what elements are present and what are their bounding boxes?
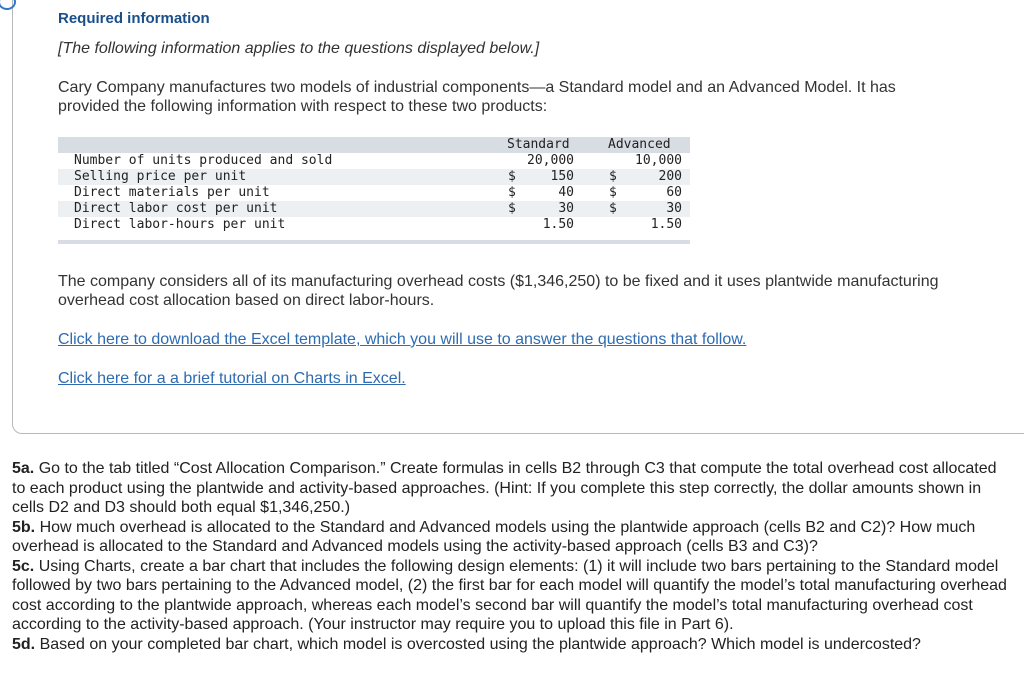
question-tag: 5b. bbox=[12, 518, 36, 536]
row-label: Direct materials per unit bbox=[74, 185, 270, 200]
advanced-value: 30 bbox=[666, 201, 682, 216]
standard-dollar-sign: $ bbox=[508, 201, 516, 216]
excel-template-link[interactable]: Click here to download the Excel template, which you will use to answer the questions that follow. bbox=[58, 331, 747, 348]
table-row bbox=[58, 153, 690, 169]
overhead-paragraph: The company considers all of its manufacturing overhead costs ($1,346,250) to be fixed and it uses plantwide manufacturing overhead cost allocation based on direct labor-hours. bbox=[58, 273, 939, 309]
questions-block bbox=[12, 459, 1012, 654]
row-label: Selling price per unit bbox=[74, 169, 247, 184]
charts-tutorial-link[interactable]: Click here for a a brief tutorial on Charts in Excel. bbox=[58, 370, 406, 387]
question-text: Based on your completed bar chart, which model is overcosted using the plantwide approach? Which model is undercosted? bbox=[35, 635, 921, 653]
row-label: Direct labor cost per unit bbox=[74, 201, 278, 216]
row-label: Direct labor-hours per unit bbox=[74, 217, 286, 232]
table-header-bar bbox=[58, 137, 690, 153]
table-bottom-rule bbox=[58, 240, 690, 244]
question-tag: 5d. bbox=[12, 635, 36, 653]
standard-value: 30 bbox=[558, 201, 574, 216]
question-5a bbox=[12, 459, 1012, 518]
column-header-standard: Standard bbox=[507, 137, 570, 152]
question-5b bbox=[12, 518, 1012, 557]
standard-dollar-sign: $ bbox=[508, 185, 516, 200]
advanced-value: 60 bbox=[666, 185, 682, 200]
question-tag: 5a. bbox=[12, 460, 35, 477]
applies-note: [The following information applies to the questions displayed below.] bbox=[58, 40, 540, 57]
advanced-dollar-sign: $ bbox=[609, 185, 617, 200]
table-row bbox=[58, 217, 690, 233]
question-text: How much overhead is allocated to the Standard and Advanced models using the plantwide approach (cells B2 and C2)? How much overhead is allocated to the Standard and Advanced models using the activity-based approach (cells B3 and C3)? bbox=[12, 518, 976, 555]
row-label: Number of units produced and sold bbox=[74, 153, 333, 168]
question-text: Go to the tab titled “Cost Allocation Comparison.” Create formulas in cells B2 through C3 that compute the total overhead cost allocated to each product using the plantwide and activity-based approaches. (Hint: If you complete this step correctly, the dollar amounts shown in cells D2 and D3 should both equal $1,346,250.) bbox=[12, 460, 997, 516]
advanced-dollar-sign: $ bbox=[609, 201, 617, 216]
column-header-advanced: Advanced bbox=[608, 137, 671, 152]
standard-value: 1.50 bbox=[542, 217, 574, 232]
table-row bbox=[58, 169, 690, 185]
standard-value: 40 bbox=[558, 185, 574, 200]
standard-value: 150 bbox=[550, 169, 574, 184]
table-row bbox=[58, 185, 690, 201]
required-info-title: Required information bbox=[58, 10, 210, 27]
question-5d bbox=[12, 635, 1012, 655]
standard-value: 20,000 bbox=[527, 153, 574, 168]
standard-dollar-sign: $ bbox=[508, 169, 516, 184]
table-row bbox=[58, 201, 690, 217]
intro-paragraph: Cary Company manufactures two models of industrial components—a Standard model and an Advanced Model. It has provided the following information with respect to these two products: bbox=[58, 79, 896, 115]
question-text: Using Charts, create a bar chart that includes the following design elements: (1) it will include two bars pertaining to the Standard model followed by two bars pertaining to the Advanced model, (2) the first bar for each model will quantify the model’s total manufacturing overhead cost according to the plantwide approach, whereas each model’s second bar will quantify the model’s total manufacturing overhead cost according to the activity-based approach. (Your instructor may require you to upload this file in Part 6). bbox=[12, 557, 1007, 633]
question-5c bbox=[12, 557, 1012, 635]
advanced-dollar-sign: $ bbox=[609, 169, 617, 184]
question-tag: 5c. bbox=[12, 557, 35, 575]
advanced-value: 10,000 bbox=[635, 153, 682, 168]
advanced-value: 1.50 bbox=[650, 217, 682, 232]
advanced-value: 200 bbox=[658, 169, 682, 184]
